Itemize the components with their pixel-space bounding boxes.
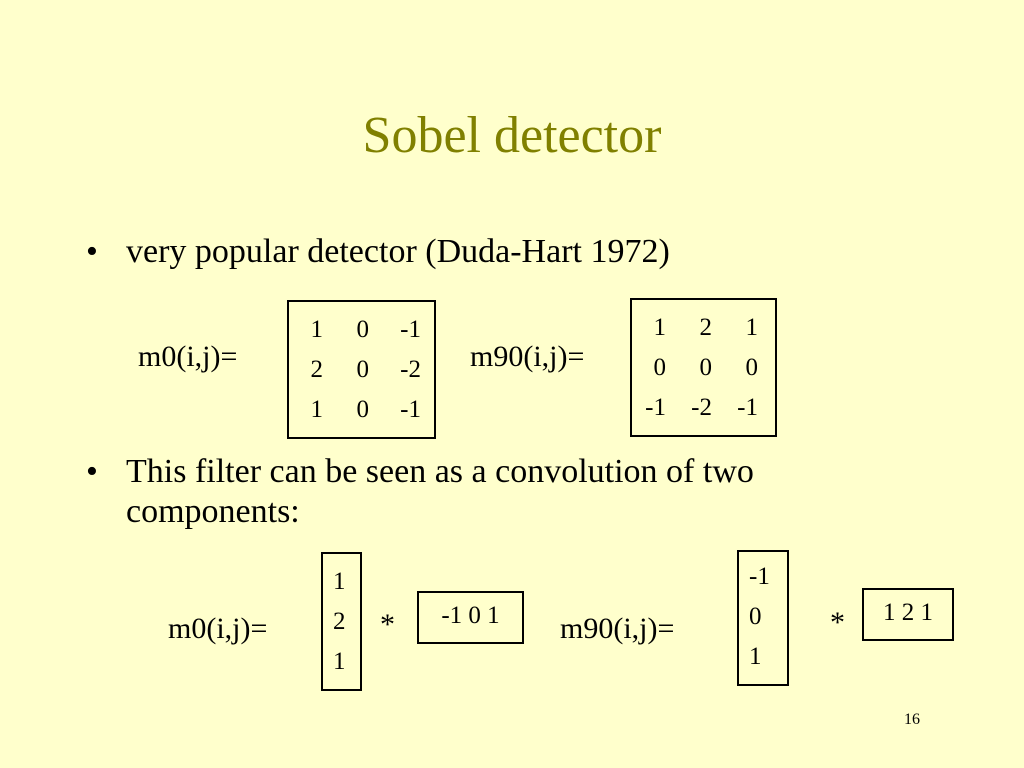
bullet-dot: • — [86, 453, 98, 490]
m0-row-vector: -1 0 1 — [417, 591, 524, 644]
m90-separable-label: m90(i,j)= — [560, 612, 675, 645]
matrix-cell: 2 — [699, 314, 712, 341]
bullet-text: This filter can be seen as a convolution of two components: — [126, 453, 754, 530]
m90-matrix — [630, 298, 777, 437]
page-number: 16 — [904, 711, 920, 728]
matrix-cell: 1 — [653, 314, 666, 341]
slide-title: Sobel detector — [362, 107, 662, 164]
matrix-cell: 1 — [745, 314, 758, 341]
matrix-cell: 1 — [310, 316, 323, 343]
vector-cell: -1 — [749, 563, 770, 590]
bullet-dot: • — [86, 233, 98, 270]
matrix-cell: 1 — [310, 396, 323, 423]
bullet-item-1 — [86, 232, 906, 272]
vector-cell: 0 — [749, 603, 762, 630]
bullet-item-2 — [86, 452, 906, 532]
matrix-cell: 2 — [310, 356, 323, 383]
convolution-operator: * — [380, 608, 395, 641]
vector-cell: 2 — [333, 608, 346, 635]
matrix-cell: 0 — [745, 354, 758, 381]
bullet-text: very popular detector (Duda-Hart 1972) — [126, 233, 670, 270]
vector-cell: 1 — [749, 643, 762, 670]
matrix-cell: -1 — [737, 394, 758, 421]
matrix-cell: -1 — [645, 394, 666, 421]
matrix-cell: -2 — [400, 356, 421, 383]
matrix-cell: 0 — [356, 316, 369, 343]
m90-row-vector: 1 2 1 — [862, 588, 954, 641]
m0-matrix — [287, 300, 436, 439]
m90-column-vector — [737, 550, 789, 686]
matrix-cell: 0 — [653, 354, 666, 381]
matrix-cell: 0 — [356, 356, 369, 383]
m90-label: m90(i,j)= — [470, 340, 585, 373]
matrix-cell: 0 — [356, 396, 369, 423]
vector-cell: 1 — [333, 568, 346, 595]
matrix-cell: 0 — [699, 354, 712, 381]
m0-label: m0(i,j)= — [138, 340, 238, 373]
m0-column-vector — [321, 552, 362, 691]
m0-separable-label: m0(i,j)= — [168, 612, 268, 645]
matrix-cell: -1 — [400, 316, 421, 343]
matrix-cell: -1 — [400, 396, 421, 423]
convolution-operator: * — [830, 606, 845, 639]
matrix-cell: -2 — [691, 394, 712, 421]
vector-cell: 1 — [333, 648, 346, 675]
